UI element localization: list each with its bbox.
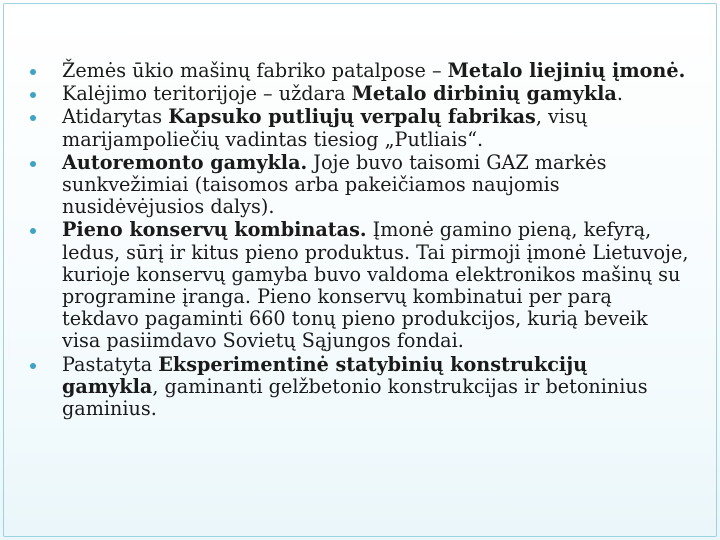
bullet-dot-icon	[30, 228, 36, 234]
body-text: Žemės ūkio mašinų fabriko patalpose –	[62, 59, 448, 82]
bullet-list	[30, 60, 690, 421]
bullet-dot-icon	[30, 92, 36, 98]
body-text: , visų marijampoliečių vadintas tiesiog „Putliais“.	[62, 105, 588, 151]
bold-text: Kapsuko putliųjų verpalų fabrikas	[168, 105, 536, 129]
bullet-item	[30, 83, 690, 105]
bold-text: Autoremonto gamykla.	[62, 150, 308, 174]
body-text: .	[616, 82, 623, 106]
body-text: Įmonė gamino pieną, kefyrą, ledus, sūrį ir kitus pieno produktus. Tai pirmoji įmonė Lietuvoje, kurioje konservų gamyba buvo valdoma elektronikos mašinų su programine įranga. Pieno konservų kombinatui per parą tekdavo pagaminti 660 tonų pieno produkcijos, kurią beveik visa pasiimdavo Sovietų Sąjungos fondai.	[62, 218, 689, 353]
bullet-item	[30, 60, 690, 82]
body-text: Joje buvo taisomi GAZ markės sunkvežimiai (taisomos arba pakeičiamos naujomis nusidėvėjusios dalys).	[62, 150, 607, 219]
bold-text: Metalo dirbinių gamykla	[351, 82, 617, 106]
bold-text: Metalo liejinių įmonė.	[447, 59, 686, 82]
bullet-dot-icon	[30, 161, 36, 167]
bold-text: Eksperimentinė statybinių konstrukcijų gamykla	[62, 352, 588, 398]
body-text: Atidarytas	[62, 105, 169, 129]
body-text: Kalėjimo teritorijoje – uždara	[62, 82, 352, 106]
body-text: , gaminanti gelžbetonio konstrukcijas ir betoninius gaminius.	[62, 374, 648, 421]
bullet-item	[30, 219, 690, 352]
bullet-dot-icon	[30, 115, 36, 121]
bullet-item	[30, 152, 690, 219]
bullet-dot-icon	[30, 363, 36, 369]
bullet-dot-icon	[30, 69, 36, 75]
bullet-item	[30, 354, 690, 421]
body-text: Pastatyta	[62, 352, 159, 376]
bold-text: Pieno konservų kombinatas.	[62, 218, 367, 242]
bullet-item	[30, 106, 690, 150]
